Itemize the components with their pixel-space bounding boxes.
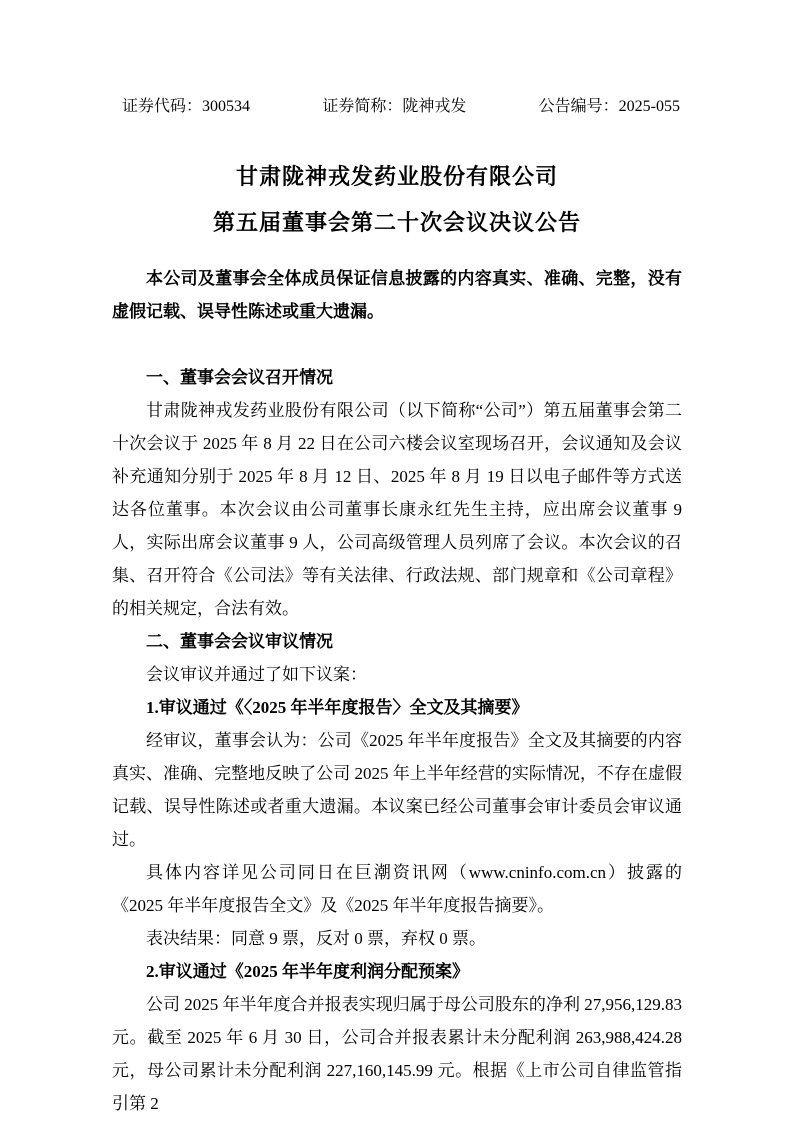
stock-code-label: 证券代码： — [122, 98, 203, 115]
document-title-line1: 甘肃陇神戎发药业股份有限公司 — [235, 164, 558, 189]
announcement-number-value: 2025-055 — [618, 98, 680, 115]
document-title — [112, 154, 682, 246]
disclaimer-paragraph: 本公司及董事会全体成员保证信息披露的内容真实、准确、完整，没有虚假记载、误导性陈述或重大遗漏。 — [112, 269, 682, 321]
paragraph-meeting-details: 甘肃陇神戎发药业股份有限公司（以下简称“公司”）第五届董事会第二十次会议于 2025 年 8 月 22 日在公司六楼会议室现场召开，会议通知及会议补充通知分别于 2025 年 8 月 12 日、2025 年 8 月 19 日以电子邮件等方式送达各位董事。本次会议由公司董事长康永红先生主持，应出席会议董事 9 人，实际出席会议董事 9 人，公司高级管理人员列席了会议。本次会议的召集、召开符合《公司法》等有关法律、行政法规、部门规章和《公司章程》的相关规定，合法有效。 — [112, 401, 682, 618]
announcement-number-field — [539, 96, 680, 118]
paragraph-item1-board-opinion: 经审议，董事会认为：公司《2025 年半年度报告》全文及其摘要的内容真实、准确、完整地反映了公司 2025 年上半年经营的实际情况，不存在虚假记载、误导性陈述或者重大遗漏。本议案已经公司董事会审计委员会审议通过。 — [112, 731, 682, 849]
stock-abbr-label: 证券简称： — [322, 98, 403, 115]
paragraph-item1-vote-result: 表决结果：同意 9 票，反对 0 票，弃权 0 票。 — [146, 929, 486, 948]
stock-code-value: 300534 — [202, 98, 251, 115]
stock-code-field — [122, 96, 250, 118]
document-title-line2: 第五届董事会第二十次会议决议公告 — [212, 210, 581, 235]
stock-abbr-field — [322, 96, 466, 118]
paragraph-review-intro: 会议审议并通过了如下议案： — [146, 665, 367, 684]
item-heading-profit-distribution: 2.审议通过《2025 年半年度利润分配预案》 — [146, 962, 469, 981]
document-content — [112, 96, 682, 1120]
document-body — [112, 361, 682, 1120]
item-heading-semiannual-report: 1.审议通过《〈2025 年半年度报告〉全文及其摘要》 — [146, 698, 529, 717]
paragraph-item1-disclosure: 具体内容详见公司同日在巨潮资讯网（www.cninfo.com.cn）披露的《2025 年半年度报告全文》及《2025 年半年度报告摘要》。 — [112, 863, 682, 915]
announcement-number-label: 公告编号： — [538, 98, 619, 115]
stock-abbr-value: 陇神戎发 — [402, 98, 467, 115]
section-heading-meeting-convening: 一、董事会会议召开情况 — [146, 368, 333, 387]
section-heading-meeting-review: 二、董事会会议审议情况 — [146, 632, 333, 651]
paragraph-item2-profit-figures: 公司 2025 年半年度合并报表实现归属于母公司股东的净利 27,956,129.83 元。截至 2025 年 6 月 30 日，公司合并报表累计未分配利润 263,988,424.28 元，母公司累计未分配利润 227,160,145.99 元。根据《上市公司自律监管指引第 2 — [112, 995, 682, 1113]
header-meta-row — [112, 96, 682, 118]
